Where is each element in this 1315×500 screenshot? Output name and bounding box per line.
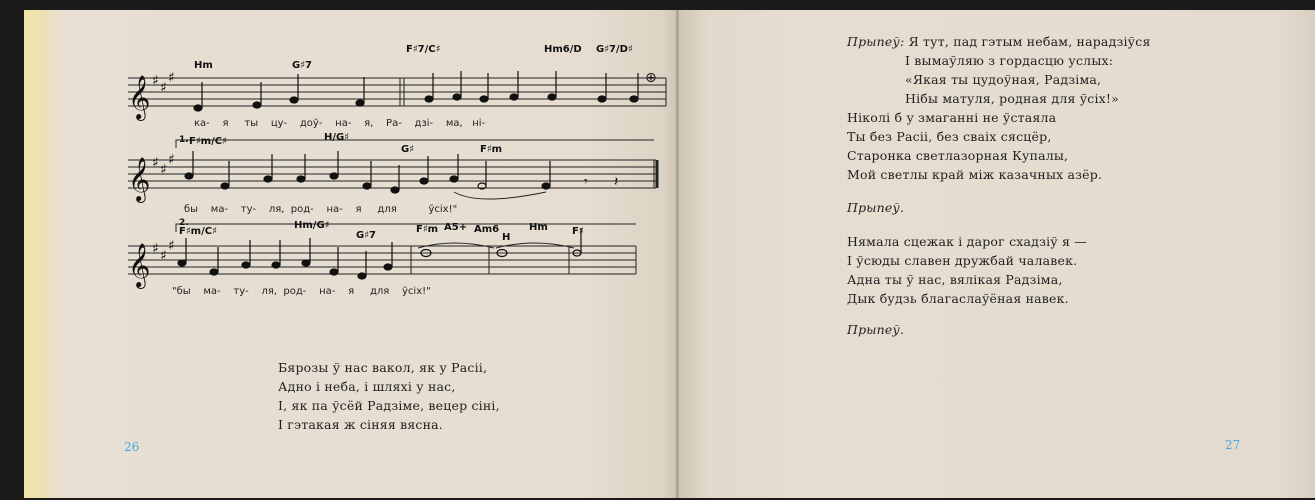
- chord-symbol: H: [502, 232, 511, 243]
- verse-line: Старонка светлазорная Купалы,: [847, 148, 1069, 163]
- chord-symbol: G♯: [401, 144, 415, 155]
- svg-text:♯: ♯: [160, 80, 167, 96]
- verse-line: Адно і неба, і шляхі у нас,: [278, 379, 456, 394]
- svg-text:♯: ♯: [152, 73, 159, 89]
- svg-text:♯: ♯: [152, 241, 159, 257]
- page-number: 27: [1225, 438, 1241, 452]
- volta-number: 1.: [179, 135, 189, 145]
- verse-line: І вымаўляю з гордасцю услых:: [905, 53, 1114, 68]
- verse-block: [847, 232, 1087, 308]
- verse-line: І гэтакая ж сіняя вясна.: [278, 417, 443, 432]
- svg-text:♯: ♯: [152, 155, 159, 171]
- verse-line: І ўсюды славен дружбай чалавек.: [847, 253, 1078, 268]
- right-page: [679, 10, 1315, 498]
- verse-line: Мой светлы край між казачных азёр.: [847, 167, 1103, 182]
- chord-symbol: G♯7/D♯: [596, 44, 633, 55]
- svg-text:♯: ♯: [160, 162, 167, 178]
- svg-text:𝄞: 𝄞: [128, 157, 151, 201]
- verse-line: Я тут, пад гэтым небам, нарадзіўся: [908, 34, 1151, 49]
- refrain-reference: Прыпеў.: [847, 200, 905, 215]
- verse-line: Ніколі б у змаганні не ўстаяла: [847, 110, 1057, 125]
- svg-text:𝄽: 𝄽: [614, 174, 619, 190]
- verse-line: Нібы матуля, родная для ўсіх!»: [905, 91, 1120, 106]
- chord-symbol: G♯7: [356, 230, 377, 241]
- svg-text:♯: ♯: [168, 238, 175, 254]
- verse-line: Адна ты ў нас, вялікая Радзіма,: [847, 272, 1063, 287]
- svg-text:♯: ♯: [168, 152, 175, 168]
- verse-line: Бярозы ў нас вакол, як у Расіі,: [278, 360, 488, 375]
- refrain-reference: Прыпеў.: [847, 322, 905, 337]
- refrain-block: [847, 32, 1151, 108]
- chord-symbol: F♯m: [416, 224, 439, 235]
- verse-line: Ты без Расіі, без сваіх сясцёр,: [847, 129, 1052, 144]
- chord-symbol: Hm: [529, 222, 548, 233]
- volta-number: 2.: [179, 218, 189, 228]
- lyrics-line: бы ма- ту- ля, род- на- я для ўсіх!": [184, 204, 458, 215]
- lyrics-line: ка- я ты цу- доў- на- я, Ра- дзі- ма, ні-: [194, 118, 486, 129]
- svg-text:𝄾: 𝄾: [584, 174, 588, 190]
- verse-block: [278, 358, 500, 434]
- svg-text:𝄞: 𝄞: [128, 75, 151, 119]
- svg-text:⊕: ⊕: [645, 70, 657, 86]
- verse-line: І, як па ўсёй Радзіме, вецер сіні,: [278, 398, 500, 413]
- svg-text:𝄞: 𝄞: [128, 243, 151, 287]
- page-number: 26: [124, 440, 140, 454]
- lyrics-line: "бы ма- ту- ля, род- на- я для ўсіх!": [172, 286, 431, 297]
- chord-symbol: Hm6/D: [544, 44, 582, 55]
- chord-symbol: Hm: [194, 60, 213, 71]
- chord-symbol: F♯m/C♯: [179, 226, 217, 237]
- left-page: [24, 10, 676, 498]
- chord-symbol: F♯m: [480, 144, 503, 155]
- svg-text:♯: ♯: [160, 248, 167, 264]
- chord-symbol: F♯: [572, 226, 584, 237]
- refrain-label: Прыпеў:: [847, 34, 905, 49]
- chord-symbol: G♯7: [292, 60, 313, 71]
- chord-symbol: Am6: [474, 224, 500, 235]
- svg-text:♯: ♯: [168, 70, 175, 86]
- chord-symbol: F♯m/C♯: [189, 136, 227, 147]
- chord-symbol: A5+: [444, 222, 468, 233]
- verse-line: Нямала сцежак і дарог схадзіў я —: [847, 234, 1087, 249]
- chord-symbol: Hm/G♯: [294, 220, 330, 231]
- chord-symbol: F♯7/C♯: [406, 44, 441, 55]
- chord-symbol: H/G♯: [324, 132, 350, 143]
- verse-block: [847, 108, 1102, 184]
- verse-line: Дык будзь благаслаўёная навек.: [847, 291, 1069, 306]
- verse-line: «Якая ты цудоўная, Радзіма,: [905, 72, 1102, 87]
